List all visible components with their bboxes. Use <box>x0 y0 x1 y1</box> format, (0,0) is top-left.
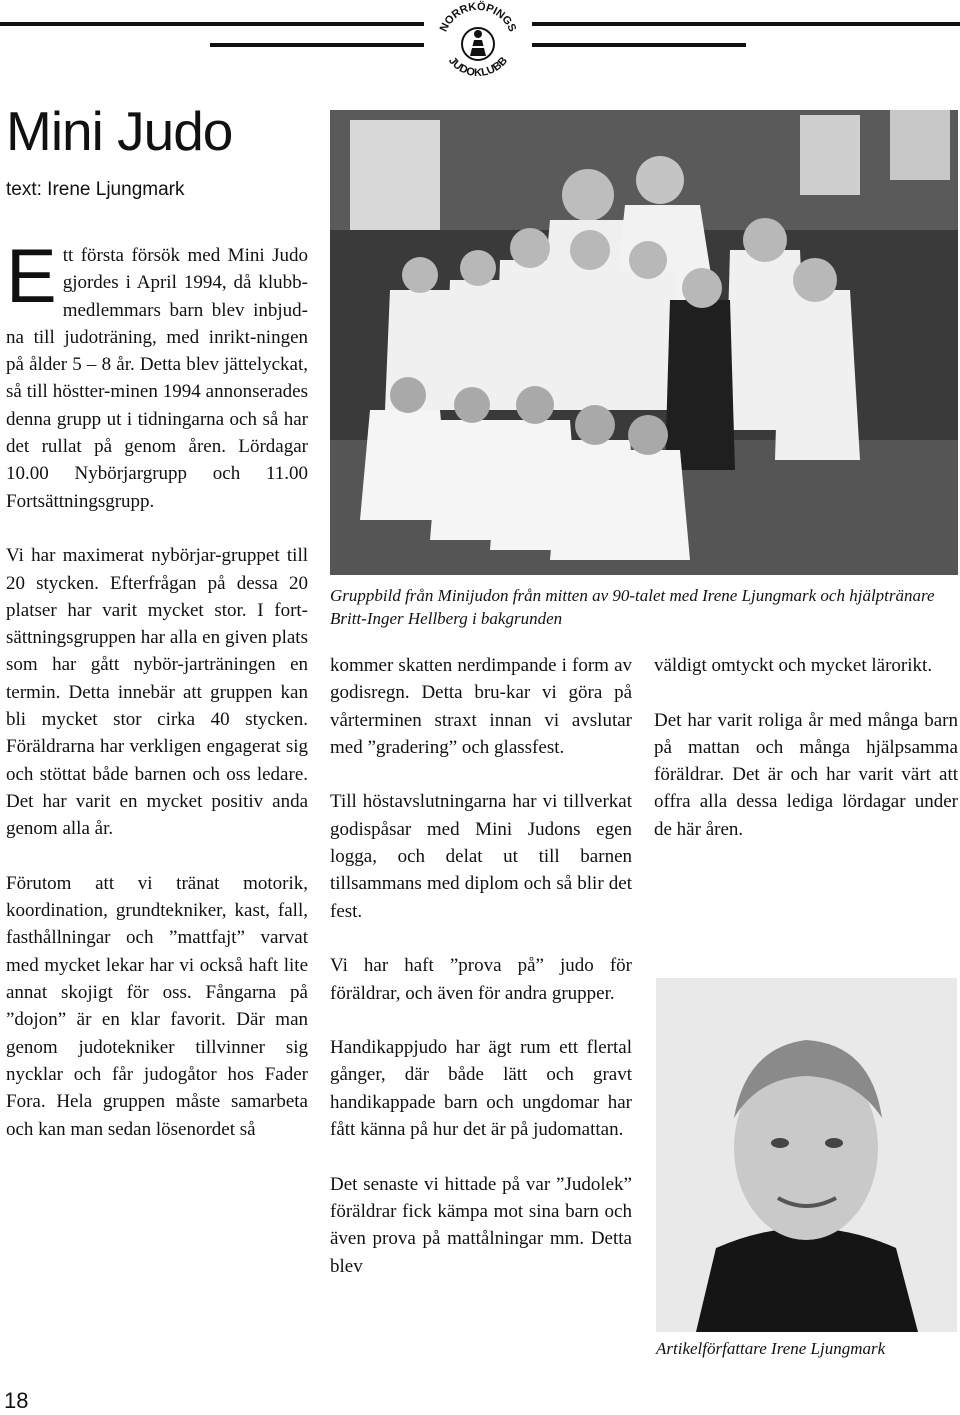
paragraph: Det senaste vi hittade på var ”Judolek” föräldrar fick kämpa mot sina barn och även prova på mattålningar mm. Detta blev <box>330 1173 632 1277</box>
author-portrait-photo <box>656 978 957 1332</box>
paragraph: Vi har maximerat nybörjar-gruppet till 20 stycken. Efterfrågan på dessa 20 platser har varit mycket stor. I fort-sättningsgruppen har alla en given plats som har gått nybör-jarträningen en termin. Detta innebär att gruppen kan bli mycket stor cirka 40 stycken. Föräldrarna har verkligen engagerat sig och stöttat både barnen och oss ledare. Det har varit en mycket positiv anda genom alla år. <box>6 545 308 840</box>
paragraph: Vi har haft ”prova på” judo för föräldrar, och även för andra grupper. <box>330 955 632 1004</box>
paragraph: Till höstavslutningarna har vi tillverkat godispåsar med Mini Judons egen logga, och delat ut till barnen tillsammans med diplom och så blir det fest. <box>330 791 632 922</box>
paragraph-text: tt första försök med Mini Judo gjordes i April 1994, då klubb-medlemmars barn blev inbjud-na till judoträning, med inrikt-ningen på ålder 5 – 8 år. Detta blev jättelyckat, så till höstter-minen 1994 annonserades denna grupp ut i tidningarna och så har det rullat på genom åren. Lördagar 10.00 Nybörjargrupp och 11.00 Fortsättningsgrupp. <box>6 245 308 512</box>
paragraph: Det har varit roliga år med många barn på mattan och många hjälpsamma föräldrar. Det är och har varit värt att offra alla dessa lediga lördagar under de här åren. <box>654 709 958 840</box>
club-logo <box>430 0 526 80</box>
header-rule-right-bottom <box>532 43 746 47</box>
portrait-caption: Artikelförfattare Irene Ljungmark <box>656 1339 886 1358</box>
article-column-3 <box>654 652 958 843</box>
article-column-1 <box>6 234 308 1143</box>
paragraph <box>6 234 308 515</box>
header-rule-left-bottom <box>210 43 424 47</box>
article-byline: text: Irene Ljungmark <box>6 179 185 200</box>
paragraph: väldigt omtyckt och mycket lärorikt. <box>654 655 933 676</box>
header-rule-right-top <box>532 22 960 26</box>
group-photo-illustration <box>330 110 958 575</box>
judoka-figure-icon <box>462 28 494 60</box>
article-column-2 <box>330 652 632 1280</box>
drop-cap: E <box>6 234 57 319</box>
logo-text-bottom: JUDOKLUBB <box>446 54 510 79</box>
paragraph: Förutom att vi tränat motorik, koordination, grundtekniker, kast, fall, fasthållningar och ”mattfajt” varvat med mycket lekar har vi också haft lite annat skojigt för oss. Fångarna på ”dojon” är en klar favorit. Där man genom judotekniker tillvinner sig nycklar och får judogåtor hos Fader Fora. Hela gruppen måste samarbeta och kan man sedan lösenordet så <box>6 872 308 1140</box>
paragraph: Handikappjudo har ägt rum ett flertal gånger, där både lätt och gravt handikappade barn och ungdomar har fått känna på hur det är på judomattan. <box>330 1037 632 1141</box>
paragraph: kommer skatten nerdimpande i form av godisregn. Detta bru-kar vi göra på vårterminen straxt innan vi avslutar med ”gradering” och glassfest. <box>330 655 632 758</box>
page-number: 18 <box>4 1388 29 1413</box>
article-title: Mini Judo <box>6 100 233 162</box>
group-photo-caption: Gruppbild från Minijudon från mitten av 90-talet med Irene Ljungmark och hjälptränare Britt-Inger Hellberg i bakgrunden <box>330 586 935 628</box>
logo-text-top: NORRKÖPINGS <box>437 0 519 34</box>
portrait-illustration <box>656 978 957 1332</box>
header-rule-left-top <box>0 22 424 26</box>
group-photo <box>330 110 958 575</box>
